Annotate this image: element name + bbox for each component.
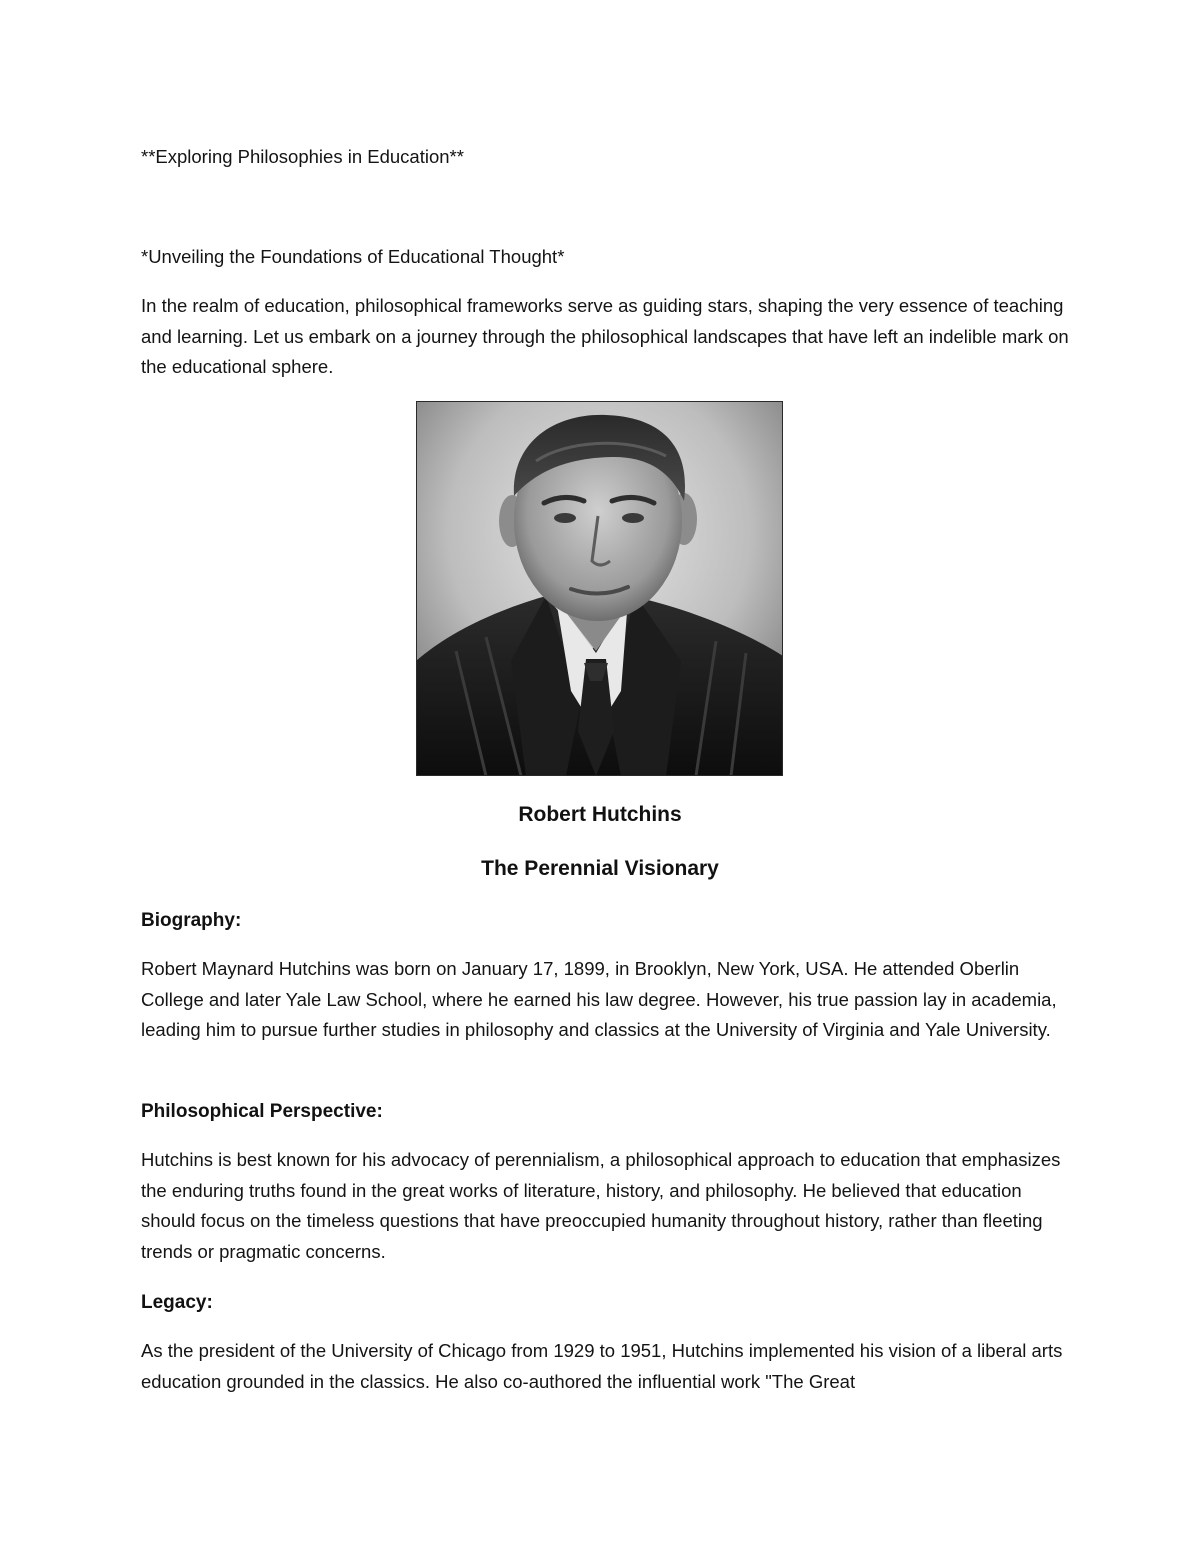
section-body-legacy: As the president of the University of Chicago from 1929 to 1951, Hutchins implemented his vision of a liberal arts education grounded in the classics. He also co-authored the influential work "The Great xyxy=(141,1340,1063,1392)
section-body-philosophical-perspective: Hutchins is best known for his advocacy of perennialism, a philosophical approach to education that emphasizes the enduring truths found in the great works of literature, history, and philosophy. He believed that education should focus on the timeless questions that have preoccupied humanity throughout history, rather than fleeting trends or pragmatic concerns. xyxy=(141,1149,1061,1262)
section-heading-legacy: Legacy: xyxy=(141,1292,213,1313)
section-heading-philosophical-perspective: Philosophical Perspective: xyxy=(141,1101,383,1122)
document-title: **Exploring Philosophies in Education** xyxy=(141,146,464,167)
person-name: Robert Hutchins xyxy=(518,803,682,826)
portrait-photo xyxy=(416,401,783,776)
section-heading-biography: Biography: xyxy=(141,910,242,931)
document-subtitle: *Unveiling the Foundations of Educational Thought* xyxy=(141,246,565,267)
intro-paragraph: In the realm of education, philosophical frameworks serve as guiding stars, shaping the very essence of teaching and learning. Let us embark on a journey through the philosophical landscapes that have left an indelible mark on the educational sphere. xyxy=(141,295,1069,377)
section-body-biography: Robert Maynard Hutchins was born on January 17, 1899, in Brooklyn, New York, USA. He attended Oberlin College and later Yale Law School, where he earned his law degree. However, his true passion lay in academia, leading him to pursue further studies in philosophy and classics at the University of Virginia and Yale University. xyxy=(141,958,1057,1040)
person-epithet: The Perennial Visionary xyxy=(481,857,719,880)
